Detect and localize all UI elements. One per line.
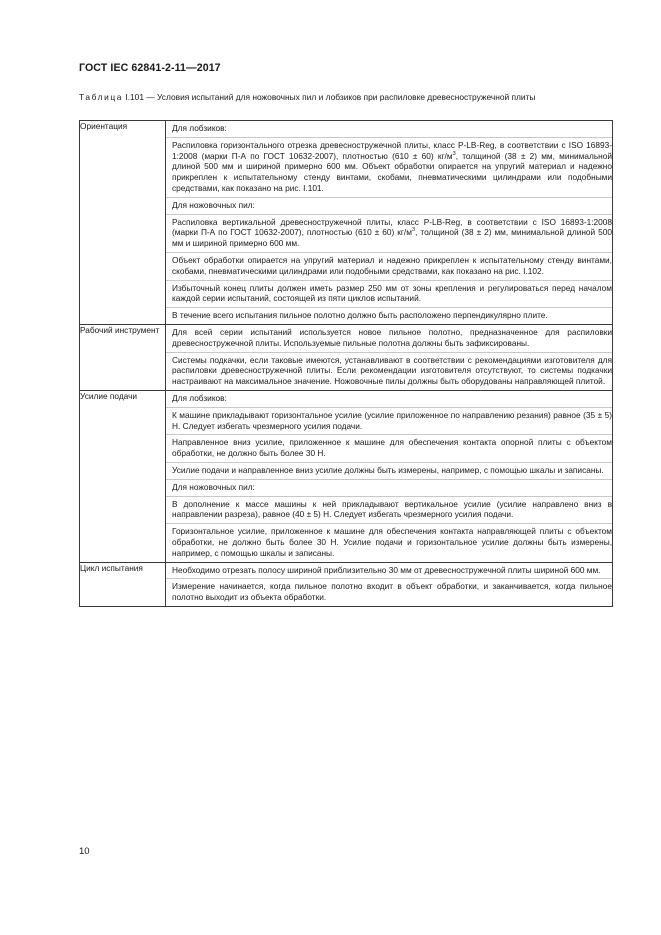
condition-paragraph: Необходимо отрезать полосу шириной приблизительно 30 мм от древесностружечной плиты шириной 600 мм.: [166, 563, 612, 580]
table-row: [80, 121, 613, 325]
parameter-cell: [80, 121, 166, 325]
parameter-name: Рабочий инструмент: [80, 324, 160, 335]
table-row: [80, 390, 613, 562]
condition-paragraph: Направленное вниз усилие, приложенное к машине для обеспечения контакта опорной плиты с объектом обработки, не должно быть более 30 Н.: [166, 435, 612, 463]
document-header: ГОСТ IEC 62841-2-11—2017: [79, 62, 221, 74]
page-number: 10: [79, 846, 90, 857]
condition-paragraph: Распиловка горизонтального отрезка древесностружечной плиты, класс P-LB-Reg, в соответствии с ISO 16893-1:2008 (марки П-А по ГОСТ 10632-2007), плотностью (610 ± 60) $кг/м^3$, толщиной (38 ± 2) мм, минимальной длиной 500 мм и шириной примерно 600 мм. Объект обработки опирается на упругий материал и надежно прикреплен к испытательному стенду винтами, скобами, пневматическими цилиндрами или подобными средствами, как показано на рис. I.101.: [166, 138, 612, 198]
condition-paragraph: Измерение начинается, когда пильное полотно входит в объект обработки, и заканчивается, когда пильное полотно выходит из объекта обработки.: [172, 581, 612, 603]
condition-paragraph: Для лобзиков:: [166, 391, 612, 408]
parameter-cell: [80, 324, 166, 390]
table-row: [80, 562, 613, 606]
condition-paragraph: В дополнение к массе машины к ней прикладывают вертикальное усилие (усилие направлено вниз в направлении разреза), равное (40 ± 5) Н. Следует избегать чрезмерного усилия подачи.: [166, 497, 612, 525]
condition-paragraph: Для всей серии испытаний используется новое пильное полотно, предназначенное для распиловки древесностружечной плиты. Используемые пильные полотна должны быть зафиксированы.: [166, 325, 612, 353]
table-caption-label: Таблица: [79, 92, 124, 102]
conditions-cell: [166, 324, 613, 390]
condition-paragraph: К машине прикладывают горизонтальное усилие (усилие приложенное по направлению резания) равное (35 ± 5) Н. Следует избегать чрезмерного усилия подачи.: [166, 408, 612, 436]
conditions-cell: [166, 121, 613, 325]
table-row: [80, 324, 613, 390]
table-caption: [79, 92, 613, 103]
condition-paragraph: Объект обработки опирается на упругий материал и надежно прикреплен к испытательному стенду винтами, скобами, пневматическими цилиндрами или подобными средствами, как показано на рис. I.102.: [166, 253, 612, 281]
parameter-name: Усилие подачи: [80, 390, 138, 401]
parameter-cell: [80, 390, 166, 562]
condition-paragraph: Распиловка вертикальной древесностружечной плиты, класс P-LB-Reg, в соответствии с ISO 16893-1:2008 (марки П-А по ГОСТ 10632-2007), плотностью (610 ± 60) $кг/м^3$, толщиной (38 ± 2) мм, минимальной длиной 500 мм и шириной примерно 600 мм.: [166, 215, 612, 253]
conditions-cell: [166, 562, 613, 606]
test-conditions-table-body: [80, 121, 613, 607]
condition-paragraph: Системы подкачки, если таковые имеются, устанавливают в соответствии с рекомендациями изготовителя для распиловки древесностружечной плиты. Если рекомендации изготовителя отсутствуют, то системы подкачки настраивают на максимальное значение. Ножовочные пилы должны быть оборудованы направляющей плитой.: [172, 354, 612, 387]
condition-paragraph: Для ножовочных пил:: [166, 480, 612, 497]
condition-paragraph: Избыточный конец плиты должен иметь размер 250 мм от зоны крепления и регулироваться перед началом каждой серии испытаний, состоящей из пяти циклов испытаний.: [166, 281, 612, 309]
parameter-name: Ориентация: [80, 121, 128, 131]
test-conditions-table: [79, 120, 613, 607]
conditions-cell: [166, 390, 613, 562]
condition-paragraph: В течение всего испытания пильное полотно должно быть расположено перпендикулярно плите.: [172, 310, 548, 321]
condition-paragraph: Для ножовочных пил:: [166, 198, 612, 215]
parameter-name: Цикл испытания: [80, 562, 143, 573]
condition-paragraph: Горизонтальное усилие, приложенное к машине для обеспечения контакта направляющей плиты с объектом обработки, не должно быть более 30 Н. Усилие подачи и горизонтальное усилие должны быть измерены, например, с помощью шкалы и записаны.: [172, 526, 612, 558]
parameter-cell: [80, 562, 166, 606]
condition-paragraph: Усилие подачи и направленное вниз усилие должны быть измерены, например, с помощью шкалы и записаны.: [166, 463, 612, 480]
condition-paragraph: Для лобзиков:: [166, 121, 612, 138]
table-caption-text: I.101 — Условия испытаний для ножовочных пил и лобзиков при распиловке древесностружечной плиты: [123, 92, 536, 102]
